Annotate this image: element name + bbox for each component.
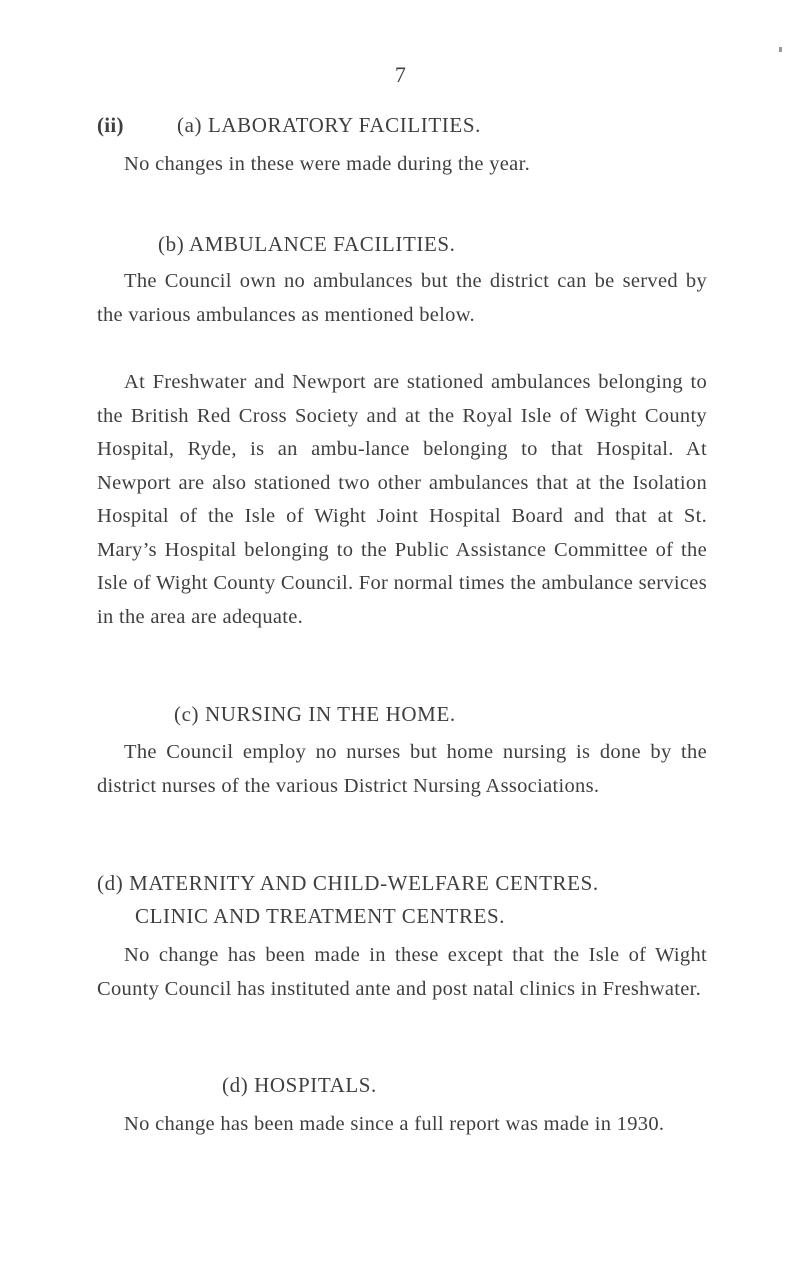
laboratory-text: No changes in these were made during the year.: [124, 153, 531, 175]
maternity-text: No change has been made in these except that the Isle of Wight County Council has instituted ante and post natal clinics in Freshwater.: [97, 944, 707, 1000]
paragraph-hospitals: [97, 1108, 707, 1142]
ambulance-text-1: The Council own no ambulances but the district can be served by the various ambulances as mentioned below.: [97, 270, 707, 326]
heading-hospitals: (d) HOSPITALS.: [222, 1073, 377, 1097]
hospitals-text: No change has been made since a full report was made in 1930.: [124, 1113, 665, 1135]
paragraph-ambulance-stations: [97, 366, 707, 634]
paragraph-ambulance-intro: [97, 265, 707, 332]
heading-nursing-in-the-home: (c) NURSING IN THE HOME.: [174, 702, 456, 726]
heading-maternity-child-welfare: (d) MATERNITY AND CHILD-WELFARE CENTRES.: [97, 871, 599, 895]
section-number: (ii): [97, 113, 124, 137]
heading-laboratory-facilities: (a) LABORATORY FACILITIES.: [177, 113, 481, 137]
scan-speck: [779, 47, 782, 52]
paragraph-laboratory: [97, 148, 707, 182]
paragraph-nursing: [97, 736, 707, 803]
heading-ambulance-facilities: (b) AMBULANCE FACILITIES.: [158, 232, 456, 256]
page-number: 7: [394, 62, 407, 87]
paragraph-maternity: [97, 939, 707, 1006]
ambulance-text-2: At Freshwater and Newport are stationed ambulances belonging to the British Red Cross Society and at the Royal Isle of Wight County Hospital, Ryde, is an ambu-lance belonging to that Hospital. At Newport are also stationed two other ambulances that at the Isolation Hospital of the Isle of Wight Joint Hospital Board and that at St. Mary’s Hospital belonging to the Public Assistance Committee of the Isle of Wight County Council. For normal times the ambulance services in the area are adequate.: [97, 371, 707, 628]
nursing-text: The Council employ no nurses but home nursing is done by the district nurses of the various District Nursing Associations.: [97, 741, 707, 797]
heading-clinic-treatment-centres: CLINIC AND TREATMENT CENTRES.: [135, 904, 506, 928]
